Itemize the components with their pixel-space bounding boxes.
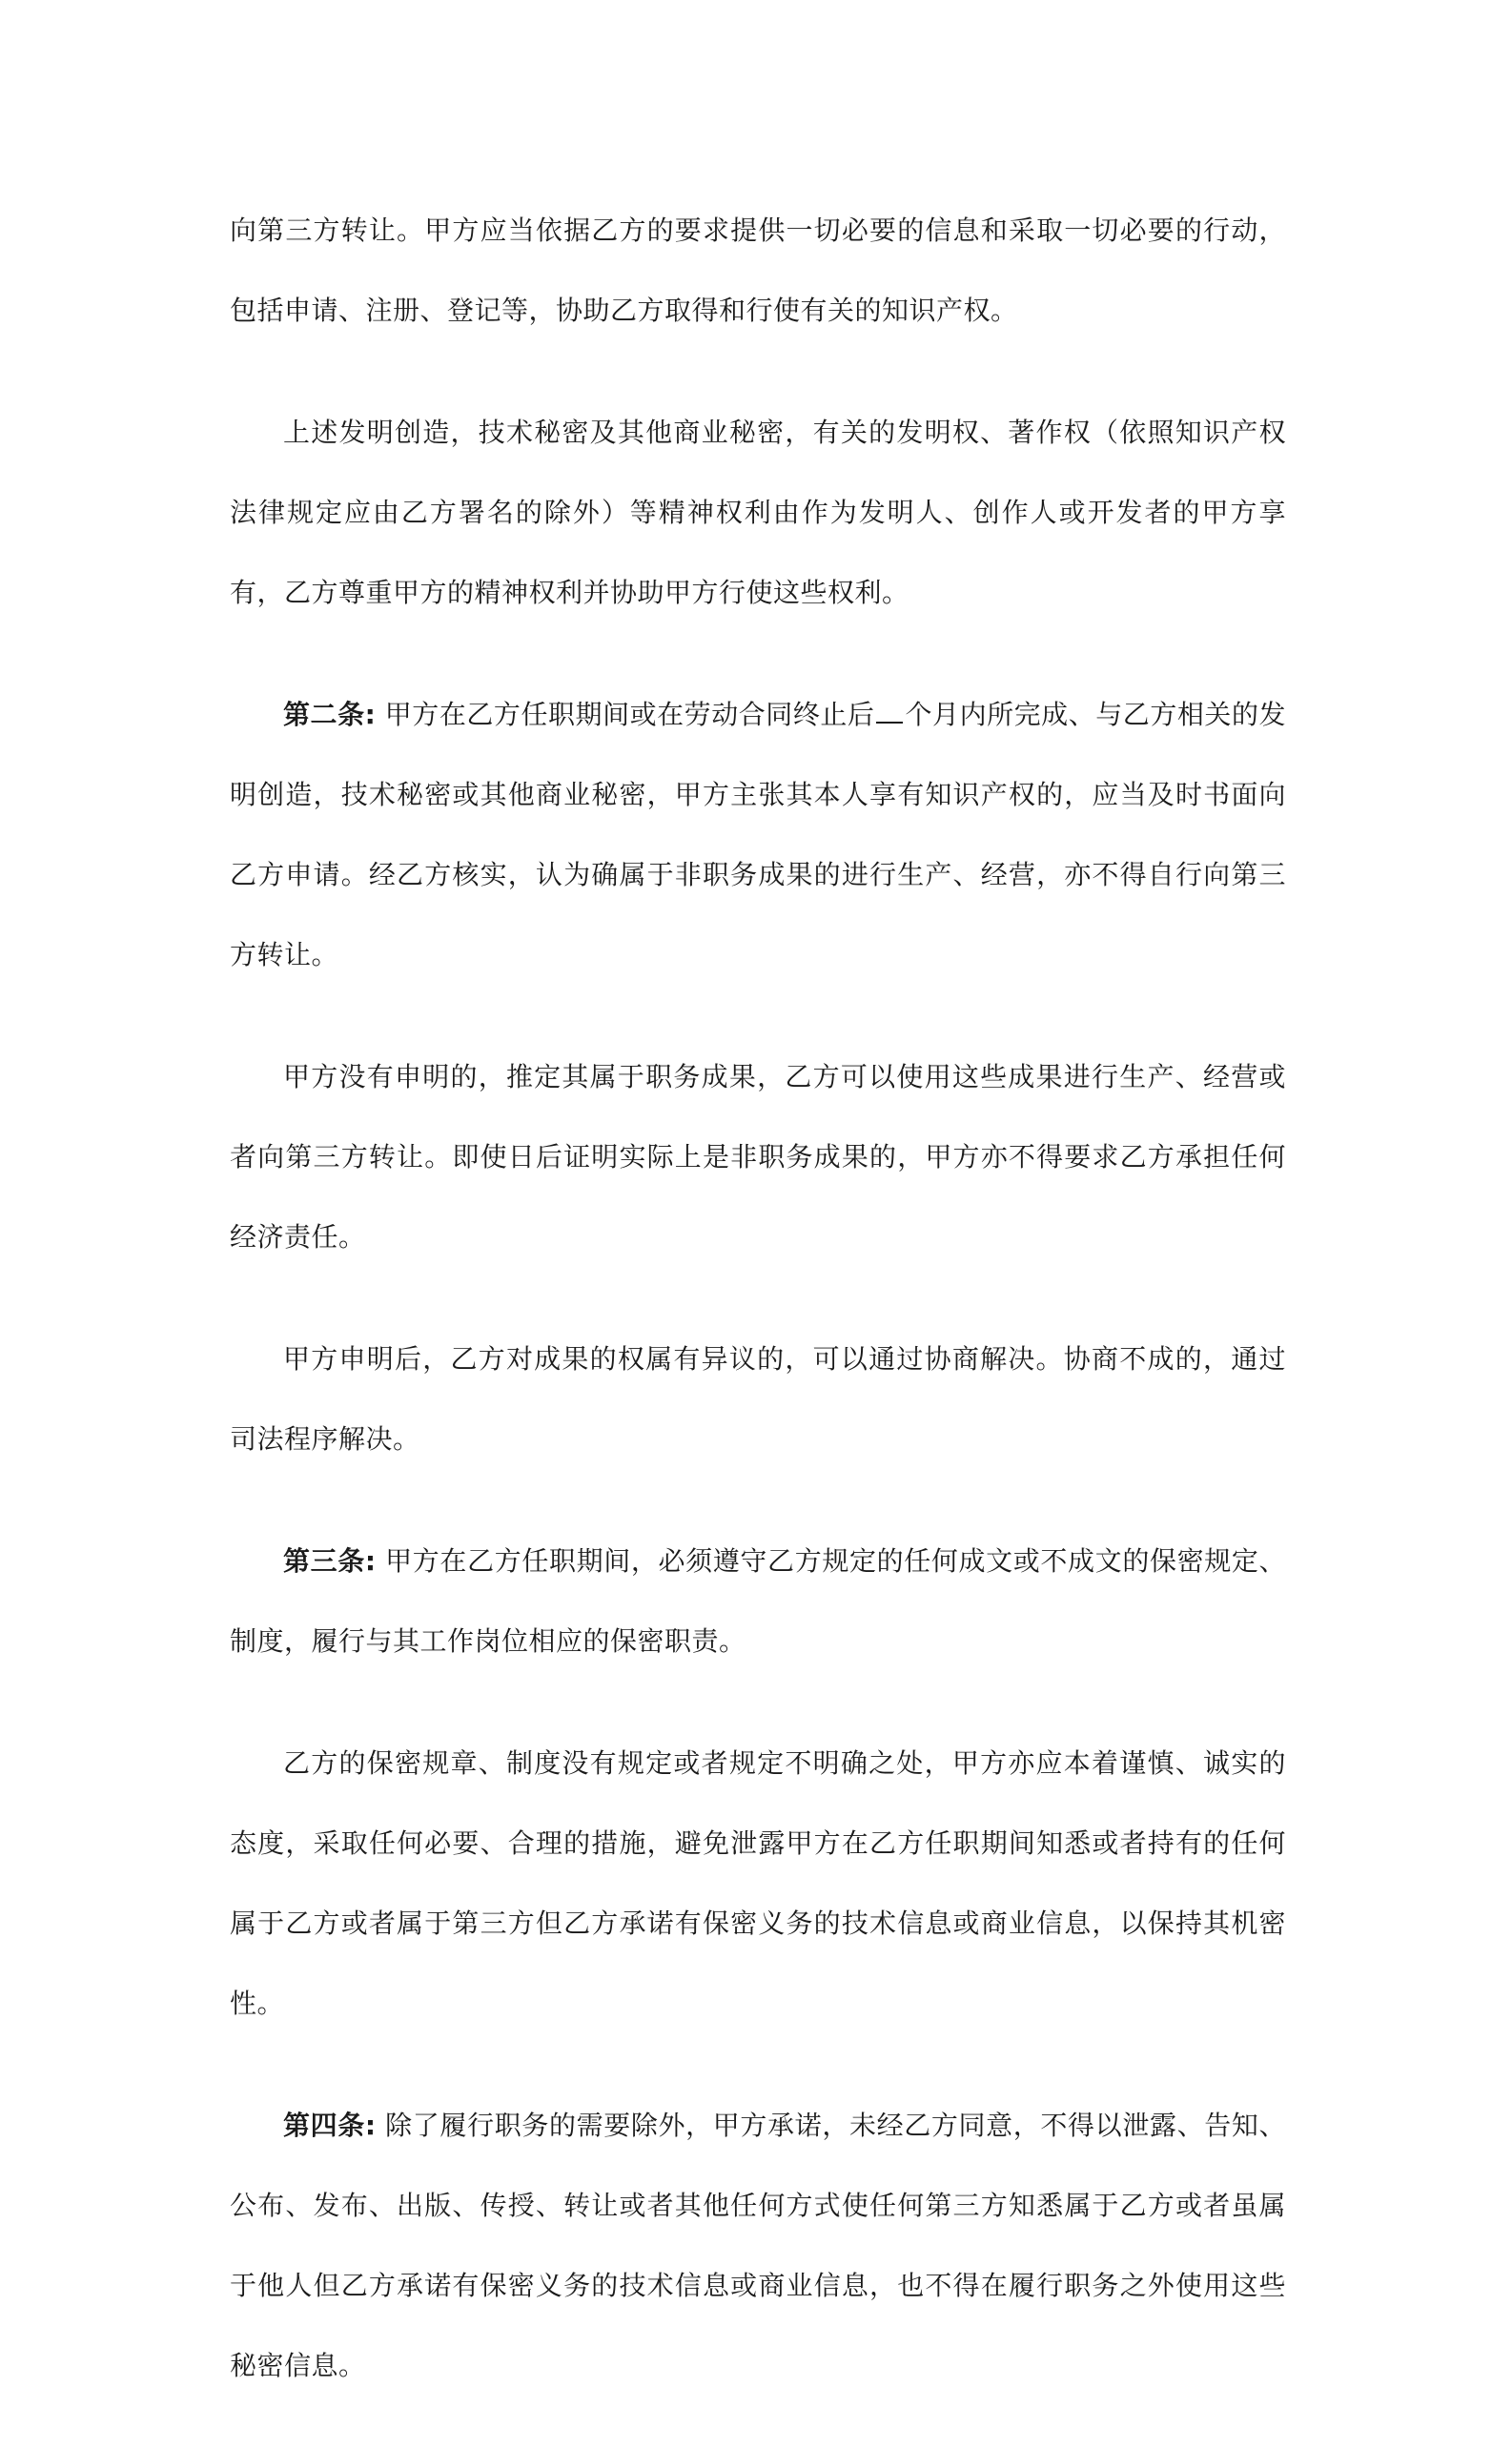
paragraph-text: 甲方在乙方任职期间，必须遵守乙方规定的任何成文或不成文的保密规定、制度，履行与其工作岗位相应的保密职责。 bbox=[230, 1545, 1286, 1657]
paragraph-undeclared bbox=[230, 1037, 1286, 1277]
paragraph-confidentiality bbox=[230, 1724, 1286, 2044]
paragraph-dispute bbox=[230, 1319, 1286, 1479]
article-4 bbox=[230, 2086, 1286, 2406]
article-2 bbox=[230, 675, 1286, 995]
paragraph-text: 甲方在乙方任职期间或在劳动合同终止后 bbox=[384, 699, 875, 730]
article-label: 第二条: bbox=[283, 699, 377, 730]
paragraph-text: 向第三方转让。甲方应当依据乙方的要求提供一切必要的信息和采取一切必要的行动，包括申请、注册、登记等，协助乙方取得和行使有关的知识产权。 bbox=[230, 214, 1286, 326]
fill-in-blank bbox=[876, 697, 903, 724]
paragraph-text: 乙方的保密规章、制度没有规定或者规定不明确之处，甲方亦应本着谨慎、诚实的态度，采取任何必要、合理的措施，避免泄露甲方在乙方任职期间知悉或者持有的任何属于乙方或者属于第三方但乙方承诺有保密义务的技术信息或商业信息，以保持其机密性。 bbox=[230, 1747, 1286, 2019]
article-label: 第四条: bbox=[283, 2110, 377, 2141]
article-label: 第三条: bbox=[283, 1545, 377, 1577]
paragraph-continuation bbox=[230, 191, 1286, 351]
paragraph-text: 上述发明创造，技术秘密及其他商业秘密，有关的发明权、著作权（依照知识产权法律规定应由乙方署名的除外）等精神权利由作为发明人、创作人或开发者的甲方享有，乙方尊重甲方的精神权利并协助甲方行使这些权利。 bbox=[230, 417, 1286, 608]
paragraph-moral-rights bbox=[230, 393, 1286, 633]
paragraph-text: 甲方没有申明的，推定其属于职务成果，乙方可以使用这些成果进行生产、经营或者向第三方转让。即使日后证明实际上是非职务成果的，甲方亦不得要求乙方承担任何经济责任。 bbox=[230, 1061, 1286, 1253]
paragraph-text: 除了履行职务的需要除外，甲方承诺，未经乙方同意，不得以泄露、告知、公布、发布、出版、传授、转让或者其他任何方式使任何第三方知悉属于乙方或者虽属于他人但乙方承诺有保密义务的技术信息或商业信息，也不得在履行职务之外使用这些秘密信息。 bbox=[230, 2110, 1286, 2381]
paragraph-text: 个月内所完成、与乙方相关的发明创造，技术秘密或其他商业秘密，甲方主张其本人享有知识产权的，应当及时书面向乙方申请。经乙方核实，认为确属于非职务成果的进行生产、经营，亦不得自行向第三方转让。 bbox=[230, 699, 1286, 970]
document-page bbox=[230, 191, 1286, 2448]
article-3 bbox=[230, 1521, 1286, 1682]
paragraph-text: 甲方申明后，乙方对成果的权属有异议的，可以通过协商解决。协商不成的，通过司法程序解决。 bbox=[230, 1343, 1286, 1455]
